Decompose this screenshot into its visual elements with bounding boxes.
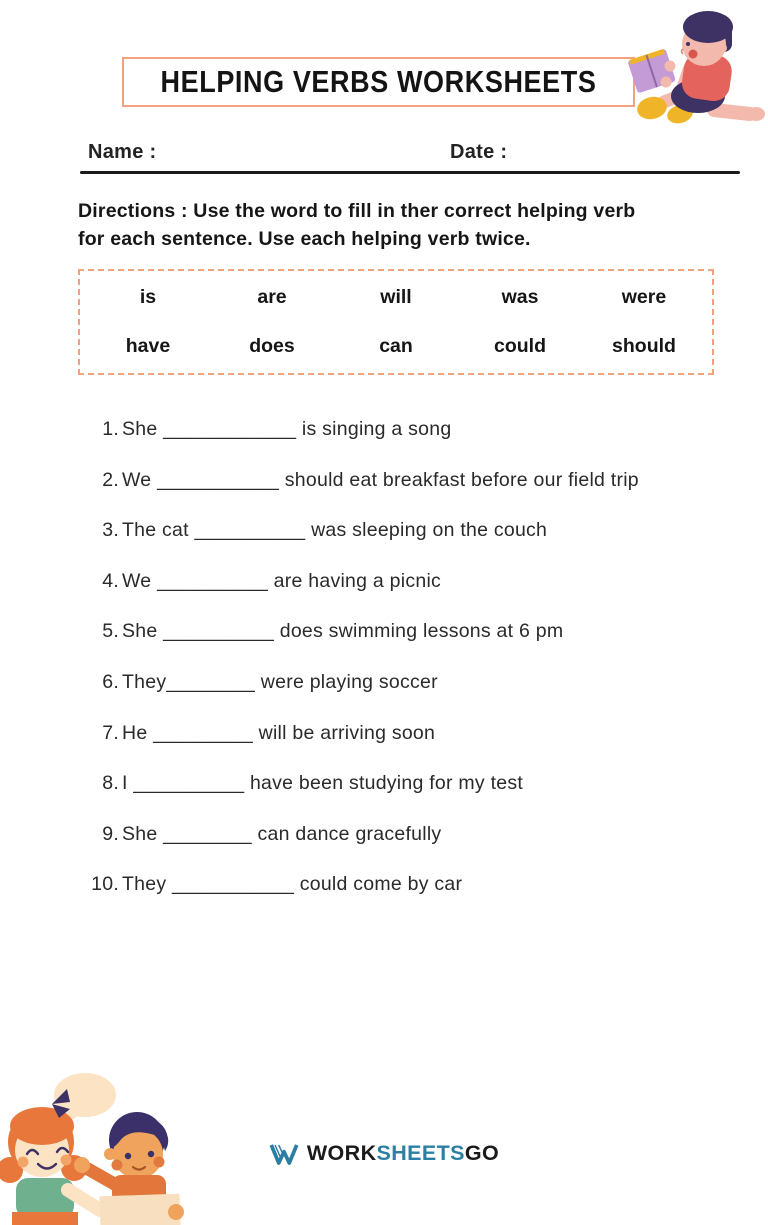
brand-work: WORK: [306, 1141, 377, 1165]
boy-reading-illustration: [622, 2, 768, 128]
name-date-underline: [80, 171, 740, 174]
question-number: 5.: [102, 620, 119, 643]
word-bank-word: will: [380, 286, 412, 308]
question-row: [82, 619, 639, 670]
brand-sheets: SHEETS: [376, 1141, 465, 1165]
question-row: [82, 670, 639, 721]
question-row: [82, 518, 639, 569]
question-text: They ___________ could come by car: [122, 873, 463, 896]
directions-line-2: for each sentence. Use each helping verb twice.: [78, 228, 531, 250]
question-list: [82, 417, 639, 923]
question-row: [82, 872, 639, 923]
question-text: He _________ will be arriving soon: [122, 721, 436, 744]
directions-line-1: Directions : Use the word to fill in ther correct helping verb: [78, 200, 636, 222]
word-bank-word: have: [125, 335, 171, 357]
question-text: I __________ have been studying for my test: [122, 772, 524, 795]
word-bank-word: are: [257, 286, 287, 308]
question-number: 1.: [102, 418, 119, 440]
question-text: They________ were playing soccer: [122, 670, 438, 693]
question-row: [82, 721, 639, 772]
question-text: She ________ can dance gracefully: [122, 822, 442, 845]
word-bank-word: were: [621, 286, 667, 308]
question-text: She __________ does swimming lessons at 6 pm: [122, 620, 564, 643]
question-row: [82, 771, 639, 822]
question-row: [82, 569, 639, 620]
brand-go: GO: [464, 1141, 500, 1165]
name-label: Name :: [88, 141, 157, 163]
question-text: She ____________ is singing a song: [122, 418, 452, 440]
worksheetsgo-w-icon: [269, 1142, 299, 1166]
word-bank-word: is: [139, 286, 157, 308]
directions-text: [78, 197, 748, 253]
question-row: [82, 417, 639, 468]
title-box: [122, 57, 635, 107]
question-row: [82, 822, 639, 873]
question-number: 10.: [91, 873, 119, 896]
page-title: HELPING VERBS WORKSHEETS: [160, 64, 597, 99]
question-number: 6.: [102, 670, 119, 693]
question-row: [82, 468, 639, 519]
word-bank-word: could: [494, 335, 546, 357]
word-bank-word: was: [501, 286, 539, 308]
date-label: Date :: [450, 141, 508, 163]
question-number: 9.: [102, 822, 119, 845]
question-text: The cat __________ was sleeping on the couch: [122, 519, 548, 542]
word-bank-box: [78, 269, 714, 375]
brand-wordmark: [307, 1141, 499, 1166]
question-text: We ___________ should eat breakfast before our field trip: [122, 468, 639, 491]
word-bank-word: does: [249, 335, 295, 357]
question-number: 3.: [102, 519, 119, 542]
question-number: 8.: [102, 772, 119, 795]
footer-brand: [0, 1141, 768, 1166]
question-number: 7.: [102, 721, 119, 744]
word-bank-word: can: [379, 335, 413, 357]
word-bank-word: should: [612, 335, 676, 357]
question-text: We __________ are having a picnic: [122, 569, 442, 592]
question-number: 4.: [102, 569, 119, 592]
question-number: 2.: [102, 468, 119, 491]
